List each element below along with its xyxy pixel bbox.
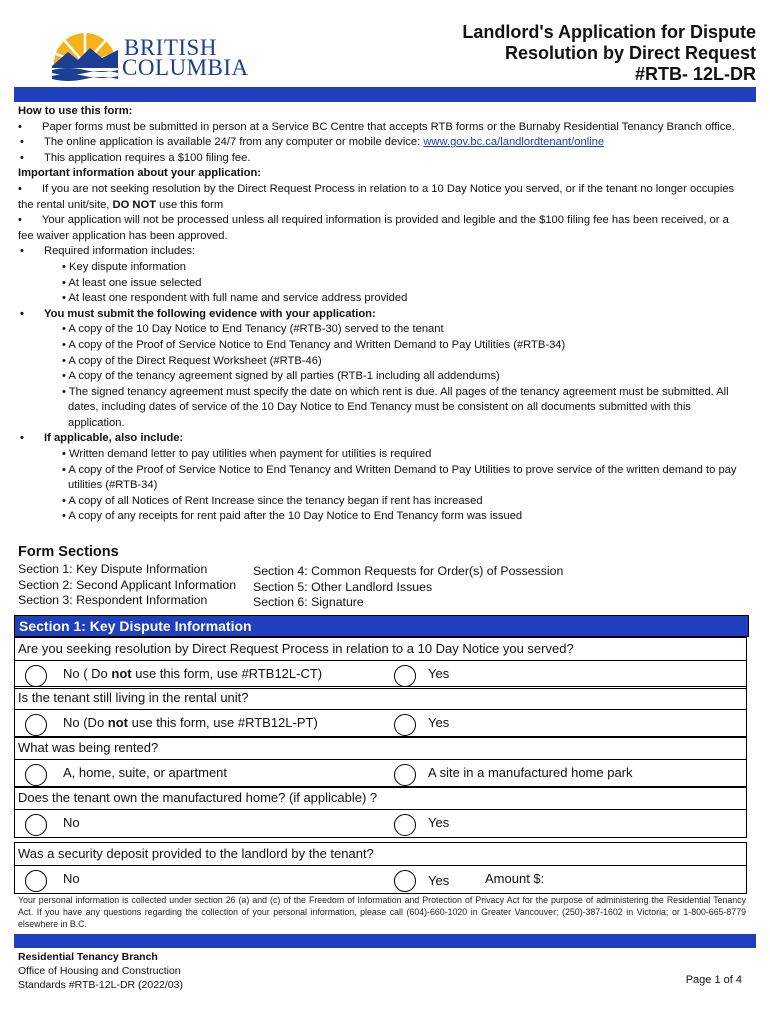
footer-org: Residential Tenancy Branch [18,951,158,963]
important-bullet-3: • Required information includes: [20,245,196,258]
question-own-home: Does the tenant own the manufactured home? (if applicable) ? [15,787,746,810]
radio-q5-no[interactable] [25,870,47,892]
radio-q4-no[interactable] [25,814,47,836]
page-number: Page 1 of 4 [685,974,742,986]
applicable-item: • A copy of any receipts for rent paid after the 10 Day Notice to End Tenancy form was issued [62,510,523,523]
answer-row [15,760,746,787]
radio-q5-no-label: No [63,871,80,886]
important-bullet-2: • Your application will not be processed unless all required information is provided and legible and the $100 filing fee has been received, or a fee waiver application has been approved. [18,214,729,242]
evidence-item: • A copy of the tenancy agreement signed by all parties (RTB-1 including all addendums) [62,370,500,383]
logo-line1: BRITISH [124,35,217,60]
radio-q3-home-label: A, home, suite, or apartment [63,765,228,780]
question-what-rented: What was being rented? [15,737,746,760]
bc-logo [50,24,260,84]
sun-mountain-icon [50,24,120,84]
radio-q5-yes-label: Yes [428,873,450,888]
evidence-item: • A copy of the 10 Day Notice to End Tenancy (#RTB-30) served to the tenant [62,323,444,336]
question-box-4 [14,786,747,838]
question-box-1 [14,637,747,689]
amount-input[interactable] [555,869,735,889]
section1-heading: Section 1: Key Dispute Information [14,615,749,637]
amount-label: Amount $: [485,871,545,886]
answer-row [15,661,746,688]
important-bullet-4: • You must submit the following evidence with your application: [20,307,376,320]
online-application-link[interactable]: www.gov.bc.ca/landlordtenant/online [423,136,605,149]
radio-q3-site-label: A site in a manufactured home park [428,765,633,780]
footer-office: Office of Housing and Construction [18,965,181,977]
form-section-item: Section 4: Common Requests for Order(s) of Possession [253,564,564,578]
how-to-bullet-2: • The online application is available 24/7 from any computer or mobile device: www.gov.bc.ca/landlordtenant/online [20,136,605,149]
applicable-item: • A copy of all Notices of Rent Increase since the tenancy began if rent has increased [62,494,483,507]
radio-q1-yes[interactable] [394,665,416,687]
footer-standards: Standards #RTB-12L-DR (2022/03) [18,979,183,991]
form-section-item: Section 2: Second Applicant Information [18,577,237,592]
applicable-item: • A copy of the Proof of Service Notice to End Tenancy and Written Demand to Pay Utilities to prove service of the written demand to pay utilities (#RTB-34) [62,463,737,492]
footer [18,950,183,992]
question-tenant-living: Is the tenant still living in the rental unit? [15,687,746,710]
form-section-item: Section 1: Key Dispute Information [18,562,208,576]
required-item: • At least one respondent with full name and service address provided [62,292,408,305]
question-box-2 [14,686,747,738]
title-line1: Landlord's Application for Dispute [462,22,756,42]
form-section-item: Section 6: Signature [253,595,364,609]
radio-q3-home[interactable] [25,764,47,786]
radio-q2-no-label: No (Do not use this form, use #RTB12L-PT) [63,715,318,730]
radio-q2-yes-label: Yes [428,715,450,730]
radio-q1-no-label: No ( Do not use this form, use #RTB12L-CT) [63,666,323,681]
question-box-3 [14,736,747,788]
title-line3: #RTB- 12L-DR [634,64,756,84]
how-to-bullet-3: • This application requires a $100 filing fee. [20,151,251,164]
form-sections-right [253,564,563,611]
radio-q2-no[interactable] [25,714,47,736]
form-section-item: Section 5: Other Landlord Issues [253,579,433,594]
question-box-5 [14,842,747,894]
important-bullet-1: • If you are not seeking resolution by the Direct Request Process in relation to a 10 Day Notice you served, or if the tenant no longer occupies the rental unit/site, DO NOT use this form [18,182,735,211]
answer-row [15,866,746,893]
radio-q4-yes[interactable] [394,814,416,836]
header-divider [14,87,756,102]
radio-q2-yes[interactable] [394,714,416,736]
question-direct-request: Are you seeking resolution by Direct Request Process in relation to a 10 Day Notice you served? [15,638,746,661]
form-sections-left [18,562,236,609]
radio-q5-yes[interactable] [394,870,416,892]
applicable-item: • Written demand letter to pay utilities when payment for utilities is required [62,448,432,461]
required-item: • Key dispute information [62,260,186,273]
title-line2: Resolution by Direct Request [504,43,756,63]
important-heading: Important information about your application: [18,167,262,180]
answer-row [15,710,746,737]
footer-divider [14,934,756,948]
evidence-item: • A copy of the Direct Request Worksheet (#RTB-46) [62,354,322,367]
radio-q4-yes-label: Yes [428,815,450,830]
evidence-item: • The signed tenancy agreement must specify the date on which rent is due. All pages of the tenancy agreement must be submitted. All dates, including dates of service of the 10 Day Notice to End Tenancy must be consistent on all documents submitted with this application. [62,385,729,429]
evidence-item: • A copy of the Proof of Service Notice to End Tenancy and Written Demand to Pay Utilities (#RTB-34) [62,338,566,351]
logo-line2: COLUMBIA [122,55,249,80]
form-title [462,22,756,85]
radio-q1-yes-label: Yes [428,666,450,681]
radio-q3-site[interactable] [394,764,416,786]
required-item: • At least one issue selected [62,276,202,289]
radio-q4-no-label: No [63,815,80,830]
answer-row [15,810,746,837]
how-to-heading: How to use this form: [18,105,133,117]
instructions [18,104,746,525]
question-security-deposit: Was a security deposit provided to the landlord by the tenant? [15,843,746,866]
important-bullet-5: • If applicable, also include: [20,432,184,445]
privacy-notice: Your personal information is collected under section 26 (a) and (c) of the Freedom of Information and Protection of Privacy Act for the purpose of administering the Residential Tenancy Act. If you have any questions regarding the collection of your personal information, please call (604)-660-1020 in Greater Vancouver; (250)-387-1602 in Victoria; or 1-800-665-8779 elsewhere in B.C. [18,895,746,929]
how-to-bullet-1: • Paper forms must be submitted in person at a Service BC Centre that accepts RTB forms or the Burnaby Residential Tenancy Branch office. [18,120,735,133]
radio-q1-no[interactable] [25,665,47,687]
form-sections-title: Form Sections [18,544,119,560]
form-section-item: Section 3: Respondent Information [18,593,208,607]
